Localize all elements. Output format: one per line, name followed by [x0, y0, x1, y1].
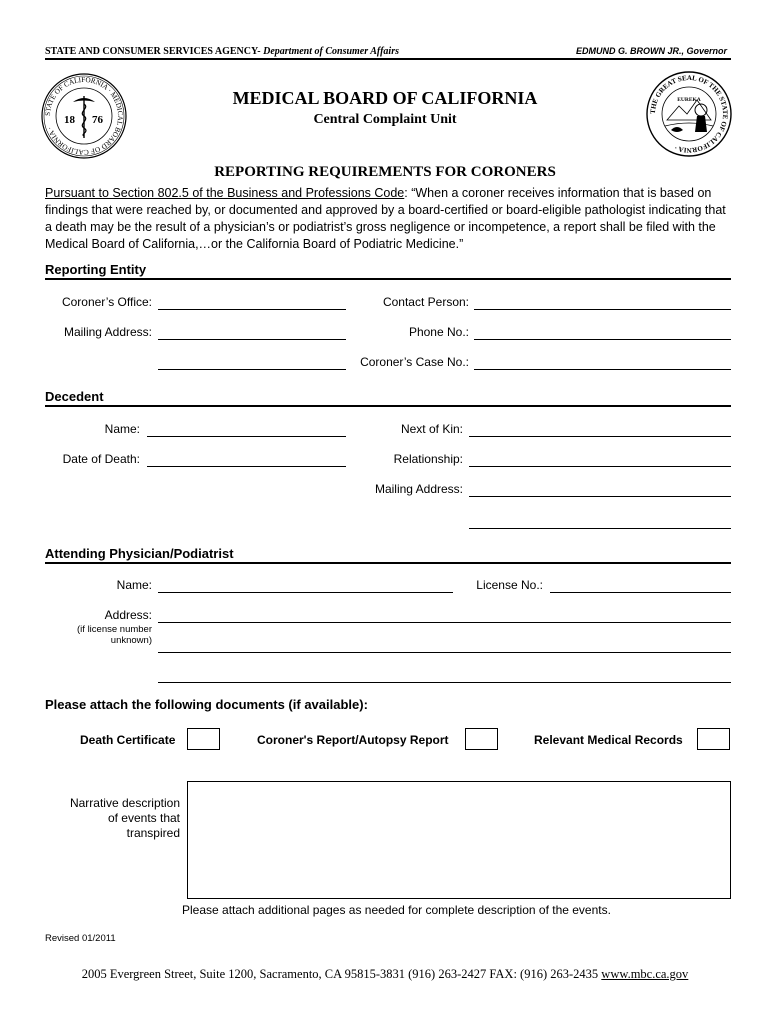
footer-address: 2005 Evergreen Street, Suite 1200, Sacramento, CA 95815-3831 (916) 263-2427 FAX: (916) 263-2435 — [81, 967, 602, 981]
physician-address-field[interactable] — [158, 622, 731, 623]
governor-name: EDMUND G. BROWN JR., Governor — [575, 46, 727, 56]
unit-title: Central Complaint Unit — [313, 112, 457, 127]
seal-year-left: 18 — [64, 114, 75, 126]
case-no-label: Coroner’s Case No.: — [360, 355, 469, 369]
footer-contact — [0, 967, 770, 982]
death-certificate-label: Death Certificate — [80, 733, 176, 747]
autopsy-report-label: Coroner's Report/Autopsy Report — [257, 733, 449, 747]
kin-mailing-address-field-2[interactable] — [469, 528, 731, 529]
seal-ring-text: STATE OF CALIFORNIA · MEDICAL BOARD OF CALIFORNIA · — [43, 75, 125, 157]
decedent-name-label: Name: — [104, 422, 140, 436]
death-certificate-checkbox[interactable] — [187, 728, 220, 750]
footer-website-link[interactable]: www.mbc.ca.gov — [601, 967, 689, 981]
agency-name: STATE AND CONSUMER SERVICES AGENCY- — [45, 46, 261, 57]
physician-rule — [45, 562, 731, 564]
intro-text: : “When a coroner receives information that is based on findings that were reached by, or documented and approved by a board-certified or board-eligible pathologist indicating that a death may be the result of a physician’s or podiatrist’s gross negligence or incompetence, a report shall be filed with the Medical Board of California,…or the California Board of Podiatric Medicine.” — [45, 186, 726, 251]
seal-year-right: 76 — [92, 114, 103, 126]
physician-address-field-3[interactable] — [158, 682, 731, 683]
narrative-textbox[interactable] — [187, 781, 731, 899]
physician-address-field-2[interactable] — [158, 652, 731, 653]
code-citation: Pursuant to Section 802.5 of the Business and Professions Code — [45, 186, 405, 200]
physician-heading: Attending Physician/Podiatrist — [45, 546, 234, 561]
next-of-kin-field[interactable] — [469, 436, 731, 437]
narrative-label-line1: Narrative description — [69, 796, 180, 810]
coroners-office-field[interactable] — [158, 309, 346, 310]
documents-heading: Please attach the following documents (if available): — [45, 697, 368, 712]
contact-person-label: Contact Person: — [382, 295, 469, 309]
relationship-field[interactable] — [469, 466, 731, 467]
intro-paragraph — [45, 185, 731, 253]
physician-name-field[interactable] — [158, 592, 453, 593]
license-no-label: License No.: — [476, 578, 543, 592]
decedent-rule — [45, 405, 731, 407]
phone-field[interactable] — [474, 339, 731, 340]
narrative-label-line3: transpired — [126, 826, 180, 840]
decedent-heading: Decedent — [45, 389, 104, 404]
next-of-kin-label: Next of Kin: — [400, 422, 463, 436]
narrative-label-line2: of events that — [107, 811, 180, 825]
decedent-name-field[interactable] — [147, 436, 346, 437]
attach-pages-note: Please attach additional pages as needed for complete description of the events. — [182, 903, 611, 917]
date-of-death-label: Date of Death: — [62, 452, 140, 466]
case-no-field[interactable] — [474, 369, 731, 370]
seal-ring-text-right: THE GREAT SEAL OF THE STATE OF CALIFORNIA · — [648, 73, 730, 155]
medical-records-label: Relevant Medical Records — [534, 733, 683, 747]
physician-name-label: Name: — [116, 578, 152, 592]
board-title: MEDICAL BOARD OF CALIFORNIA — [232, 88, 538, 108]
reporting-entity-heading: Reporting Entity — [45, 262, 147, 277]
coroners-office-label: Coroner’s Office: — [61, 295, 152, 309]
physician-address-label: Address: — [104, 608, 152, 622]
header-rule — [45, 58, 731, 60]
department-name: Department of Consumer Affairs — [263, 46, 399, 57]
contact-person-field[interactable] — [474, 309, 731, 310]
agency-header — [45, 46, 399, 57]
document-title: REPORTING REQUIREMENTS FOR CORONERS — [214, 164, 556, 180]
entity-mailing-address-label: Mailing Address: — [63, 325, 152, 339]
relationship-label: Relationship: — [393, 452, 463, 466]
seal-motto: EUREKA — [677, 97, 701, 103]
entity-mailing-address-field-2[interactable] — [158, 369, 346, 370]
kin-mailing-address-label: Mailing Address: — [374, 482, 463, 496]
autopsy-report-checkbox[interactable] — [465, 728, 498, 750]
entity-mailing-address-field[interactable] — [158, 339, 346, 340]
phone-label: Phone No.: — [408, 325, 469, 339]
address-note-line1: (if license number — [77, 624, 152, 635]
reporting-entity-rule — [45, 278, 731, 280]
address-note-line2: unknown) — [110, 635, 152, 646]
revision-date: Revised 01/2011 — [45, 933, 116, 944]
license-no-field[interactable] — [550, 592, 731, 593]
kin-mailing-address-field[interactable] — [469, 496, 731, 497]
date-of-death-field[interactable] — [147, 466, 346, 467]
medical-records-checkbox[interactable] — [697, 728, 730, 750]
